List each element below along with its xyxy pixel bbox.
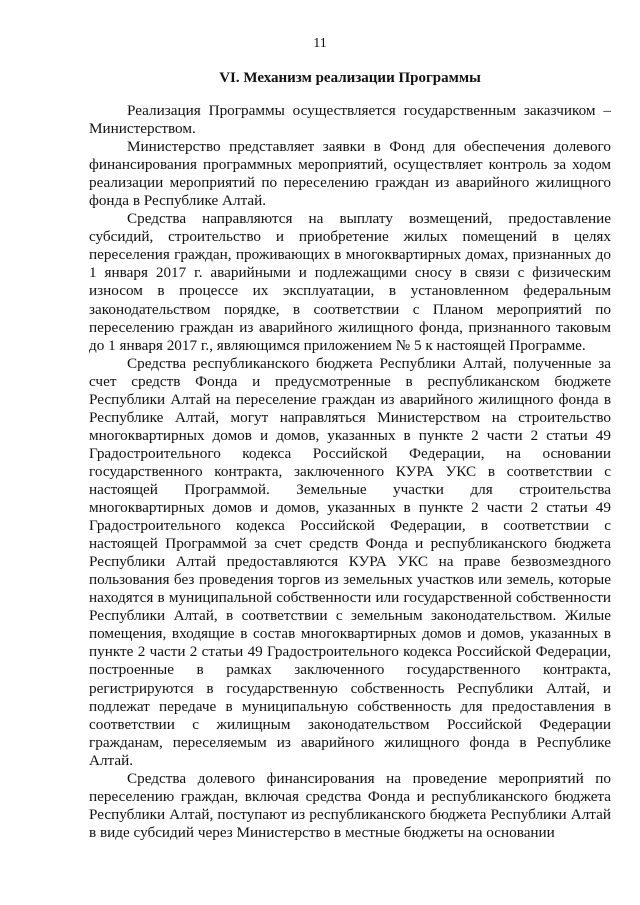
- page-number: 11: [313, 36, 327, 51]
- section-title: VI. Механизм реализации Программы: [219, 70, 481, 86]
- paragraph: Средства долевого финансирования на проведение мероприятий по переселению граждан, включая средства Фонда и республиканского бюджета Республики Алтай, поступают из республиканского бюджета Республики Алтай в виде субсидий через Министерство в местные бюджеты на основании: [89, 769, 611, 841]
- paragraph: Средства республиканского бюджета Республики Алтай, полученные за счет средств Фонда и предусмотренные в республиканском бюджете Республики Алтай на переселение граждан из аварийного жилищного фонда в Республике Алтай, могут направляться Министерством на строительство многоквартирных домов и домов, указанных в пункте 2 части 2 статьи 49 Градостроительного кодекса Российской Федерации, на основании государственного контракта, заключенного КУРА УКС в соответствии с настоящей Программой. Земельные участки для строительства многоквартирных домов и домов, указанных в пункте 2 части 2 статьи 49 Градостроительного кодекса Российской Федерации, в соответствии с настоящей Программой за счет средств Фонда и республиканского бюджета Республики Алтай предоставляются КУРА УКС на праве безвозмездного пользования без проведения торгов из земельных участков или земель, которые находятся в муниципальной собственности или государственной собственности Республики Алтай, в соответствии с земельным законодательством. Жилые помещения, входящие в состав многоквартирных домов и домов, указанных в пункте 2 части 2 статьи 49 Градостроительного кодекса Российской Федерации, построенные в рамках заключенного государственного контракта, регистрируются в государственную собственность Республики Алтай, и подлежат передаче в муниципальную собственность для предоставления в соответствии с жилищным законодательством Российской Федерации гражданам, переселяемым из аварийного жилищного фонда в Республике Алтай.: [89, 354, 611, 769]
- document-body: [89, 102, 611, 842]
- paragraph: Средства направляются на выплату возмещений, предоставление субсидий, строительство и приобретение жилых помещений в целях переселения граждан, проживающих в многоквартирных домах, признанных до 1 января 2017 г. аварийными и подлежащими сносу в связи с физическим износом в процессе их эксплуатации, в установленном федеральным законодательством порядке, в соответствии с Планом мероприятий по переселению граждан из аварийного жилищного фонда, признанного таковым до 1 января 2017 г., являющимся приложением № 5 к настоящей Программе.: [89, 210, 611, 354]
- paragraph: Реализация Программы осуществляется государственным заказчиком – Министерством.: [89, 102, 611, 138]
- paragraph: Министерство представляет заявки в Фонд для обеспечения долевого финансирования программных мероприятий, осуществляет контроль за ходом реализации мероприятий по переселению граждан из аварийного жилищного фонда в Республике Алтай.: [89, 138, 611, 210]
